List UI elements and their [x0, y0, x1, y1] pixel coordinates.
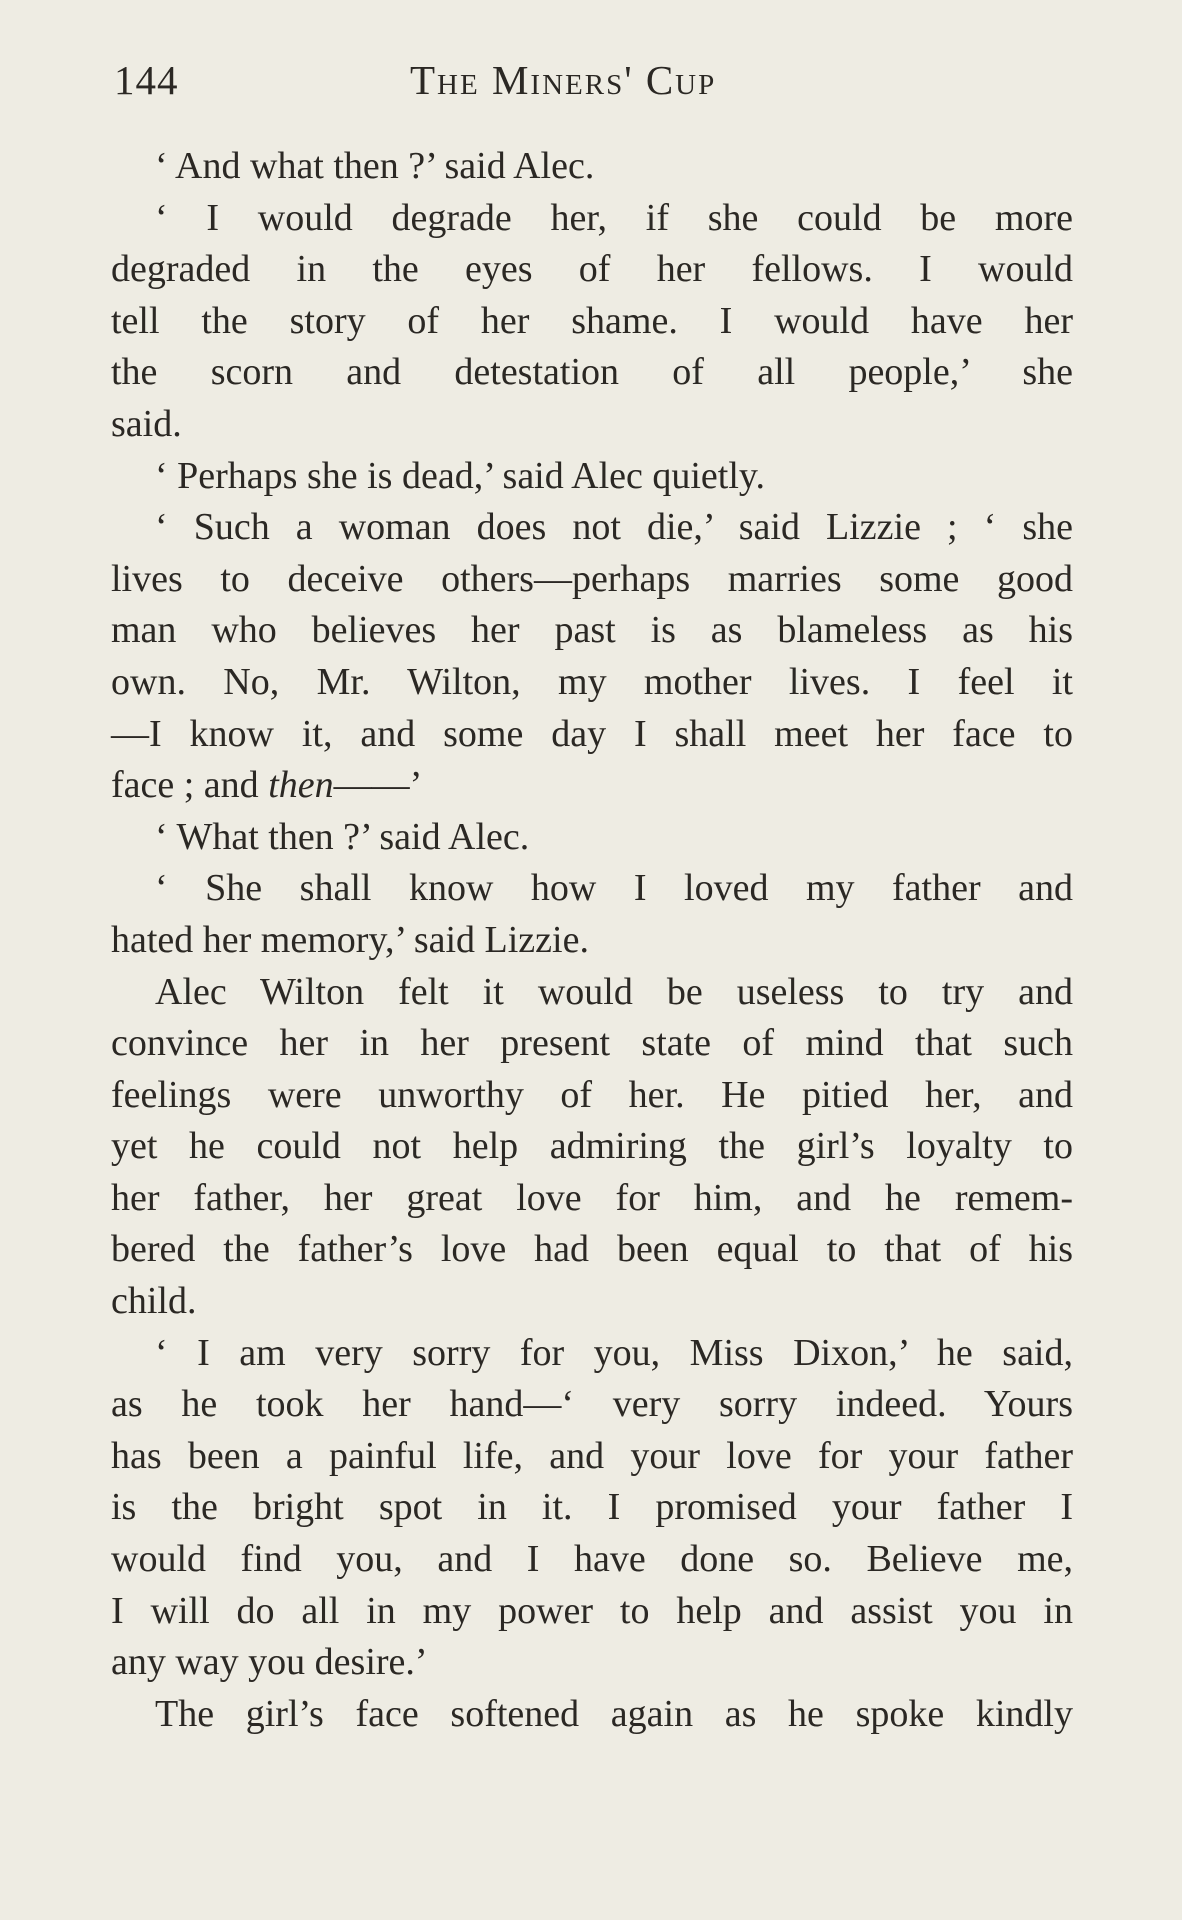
text-line-content: bered the father’s love had been equal to that of his [111, 1228, 1073, 1271]
text-line-content: said. [111, 402, 182, 445]
text-line-content: ‘ What then ?’ said Alec. [155, 815, 530, 858]
text-line-content: ‘ I am very sorry for you, Miss Dixon,’ he said, [155, 1331, 1073, 1374]
text-line-content: has been a painful life, and your love for your father [111, 1434, 1073, 1477]
text-line [111, 1276, 1073, 1328]
italic-emphasis: then [268, 764, 334, 807]
text-line-content: face ; and [111, 764, 269, 807]
text-line-content: as he took her hand—‘ very sorry indeed. Yours [111, 1383, 1073, 1426]
text-line [111, 1070, 1073, 1122]
text-line [111, 863, 1073, 915]
text-line [111, 760, 1073, 812]
text-line [111, 451, 1073, 503]
text-line [111, 193, 1073, 245]
text-line-content: yet he could not help admiring the girl’s loyalty to [111, 1125, 1073, 1168]
text-line [111, 1482, 1073, 1534]
page-header [112, 52, 1072, 112]
text-line-content: —I know it, and some day I shall meet her face to [111, 712, 1073, 755]
text-line-content: tell the story of her shame. I would have her [111, 299, 1073, 342]
text-line [111, 502, 1073, 554]
text-line [111, 1534, 1073, 1586]
text-line-content: is the bright spot in it. I promised your father I [111, 1486, 1073, 1529]
text-line [111, 812, 1073, 864]
text-line [111, 296, 1073, 348]
page-number: 144 [114, 57, 179, 103]
text-line-content: her father, her great love for him, and he remem- [111, 1176, 1073, 1219]
text-line-content: degraded in the eyes of her fellows. I would [111, 248, 1073, 291]
text-line [111, 399, 1073, 451]
text-line-content: ‘ Such a woman does not die,’ said Lizzie ; ‘ she [155, 506, 1073, 549]
text-line-content: The girl’s face softened again as he spoke kindly [155, 1692, 1073, 1735]
text-line-content: feelings were unworthy of her. He pitied her, and [111, 1073, 1073, 1116]
text-line-content: ‘ She shall know how I loved my father and [155, 867, 1073, 910]
text-line [111, 1689, 1073, 1741]
text-line-content: hated her memory,’ said Lizzie. [111, 918, 589, 961]
text-line [111, 1121, 1073, 1173]
text-line [111, 347, 1073, 399]
text-line-content: would find you, and I have done so. Believe me, [111, 1538, 1073, 1581]
text-line [111, 1018, 1073, 1070]
body-text [111, 141, 1073, 1740]
text-line [111, 1224, 1073, 1276]
text-line-content: ‘ And what then ?’ said Alec. [155, 145, 595, 187]
text-line-content: I will do all in my power to help and assist you in [111, 1589, 1073, 1632]
text-line-content: Alec Wilton felt it would be useless to try and [155, 970, 1073, 1013]
text-line-content: child. [111, 1280, 197, 1323]
text-line [111, 141, 1073, 193]
text-line [111, 1173, 1073, 1225]
text-line-content: any way you desire.’ [111, 1641, 428, 1684]
text-line-tail: ——’ [333, 764, 423, 807]
text-line [111, 1586, 1073, 1638]
text-line-content: ‘ Perhaps she is dead,’ said Alec quietly. [155, 454, 765, 497]
text-line [111, 1637, 1073, 1689]
text-line [111, 1379, 1073, 1431]
text-line [111, 244, 1073, 296]
text-line [111, 657, 1073, 709]
running-title: The Miners' Cup [410, 57, 717, 103]
text-line [111, 605, 1073, 657]
text-line [111, 915, 1073, 967]
text-line [111, 1328, 1073, 1380]
text-line-content: man who believes her past is as blameless as his [111, 609, 1073, 652]
text-line-content: convince her in her present state of mind that such [111, 1022, 1073, 1065]
text-line-content: the scorn and detestation of all people,’ she [111, 351, 1073, 394]
text-line [111, 1431, 1073, 1483]
text-line-content: own. No, Mr. Wilton, my mother lives. I feel it [111, 660, 1073, 703]
text-line [111, 554, 1073, 606]
text-line-content: lives to deceive others—perhaps marries some good [111, 557, 1073, 600]
text-line-content: ‘ I would degrade her, if she could be more [155, 196, 1073, 239]
text-line [111, 967, 1073, 1019]
text-line [111, 709, 1073, 761]
